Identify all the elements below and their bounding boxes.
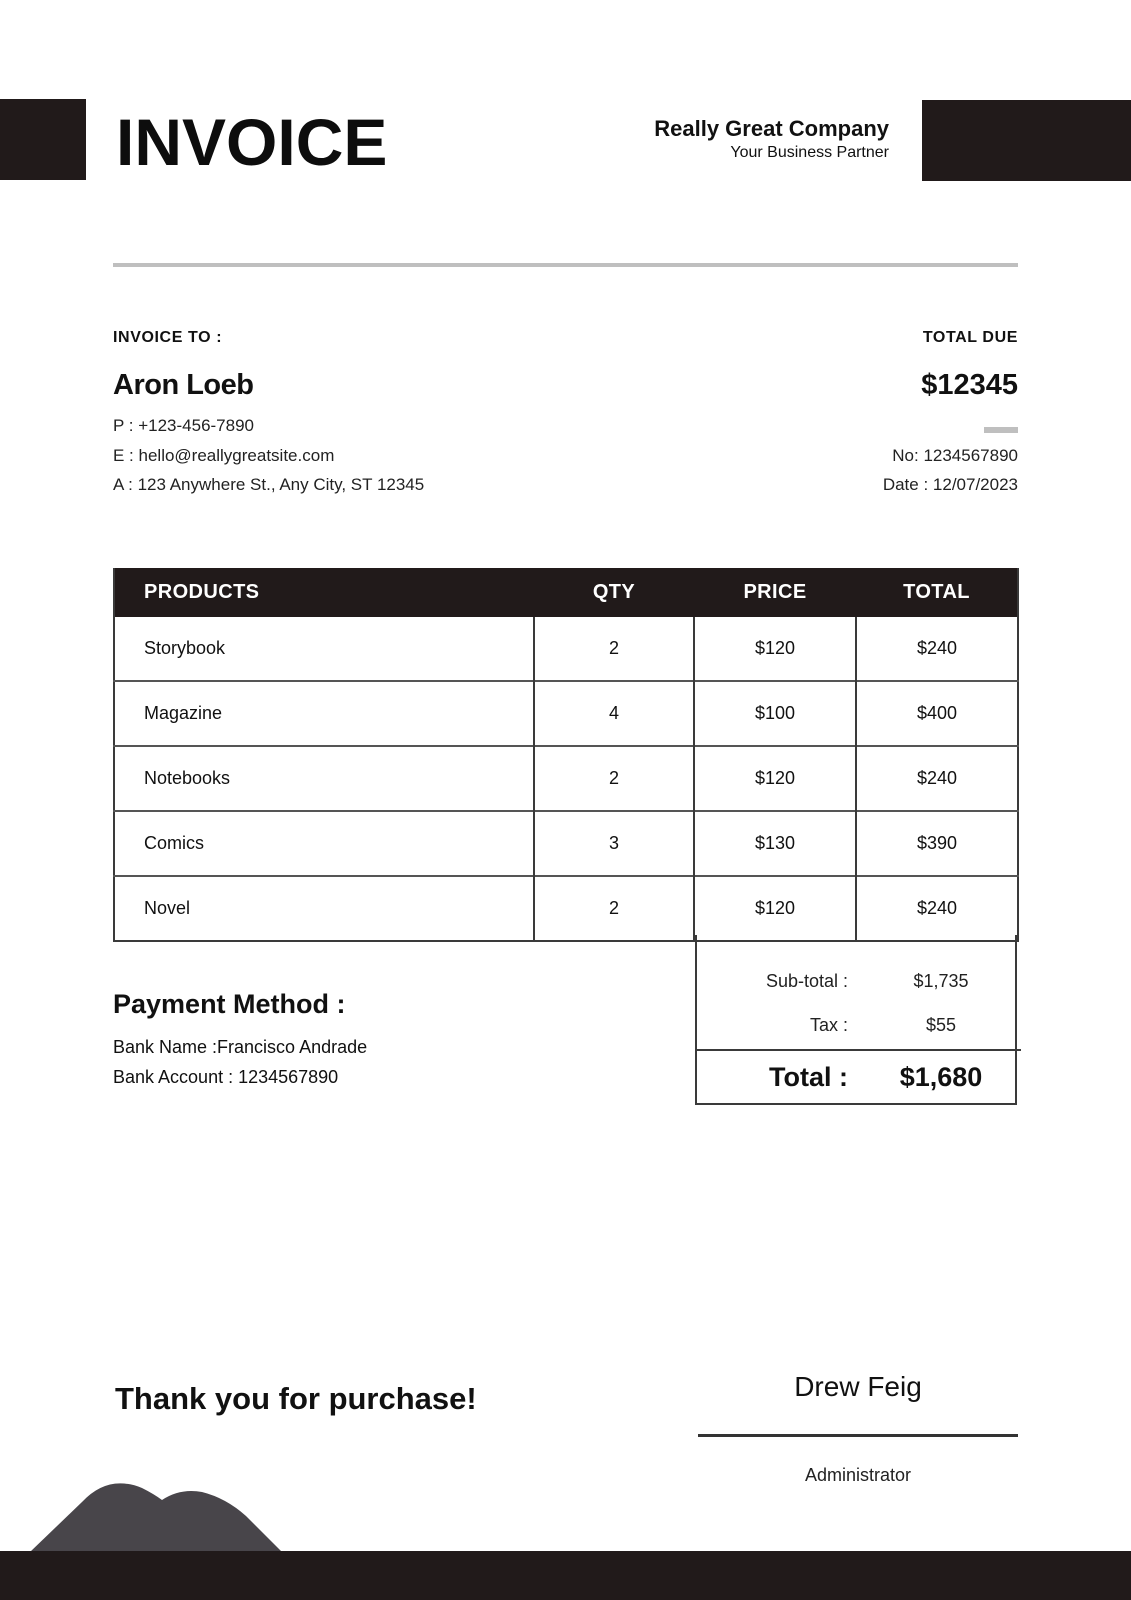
price-cell: $130 (694, 811, 856, 876)
line-total-cell: $390 (856, 811, 1018, 876)
product-cell: Magazine (114, 681, 534, 746)
table-row (114, 681, 1018, 746)
table-row (114, 876, 1018, 941)
table-row (114, 811, 1018, 876)
table-row (114, 746, 1018, 811)
price-cell: $120 (694, 617, 856, 681)
qty-cell: 2 (534, 617, 694, 681)
company-tagline: Your Business Partner (730, 144, 889, 161)
bank-name: Bank Name :Francisco Andrade (113, 1037, 368, 1057)
tax-label: Tax : (809, 1015, 848, 1035)
column-header-price: PRICE (694, 568, 856, 617)
header-right-bar (922, 100, 1131, 181)
product-cell: Storybook (144, 638, 226, 658)
column-header-qty: QTY (534, 568, 694, 617)
signature-line (698, 1434, 1018, 1437)
qty-cell: 2 (534, 746, 694, 811)
client-address: A : 123 Anywhere St., Any City, ST 12345 (113, 475, 425, 494)
grand-total-label: Total : (769, 1062, 848, 1092)
total-due-label: TOTAL DUE (922, 329, 1018, 346)
product-cell: Notebooks (114, 746, 534, 811)
thank-you-message: Thank you for purchase! (115, 1381, 477, 1416)
line-total-cell: $240 (856, 617, 1018, 681)
qty-cell: 2 (534, 876, 694, 941)
company-name: Really Great Company (654, 116, 889, 141)
total-due-divider (984, 427, 1018, 433)
subtotal-label: Sub-total : (765, 971, 848, 991)
signer-role: Administrator (804, 1465, 912, 1485)
qty-cell: 3 (534, 811, 694, 876)
totals-divider (695, 1049, 1021, 1051)
table-row (114, 617, 1018, 681)
price-cell: $120 (694, 876, 856, 941)
line-total-cell: $240 (856, 876, 1018, 941)
items-table (113, 568, 1019, 942)
header-divider (113, 263, 1018, 267)
line-total-cell: $400 (856, 681, 1018, 746)
invoice-number: No: 1234567890 (892, 446, 1018, 465)
bank-account: Bank Account : 1234567890 (113, 1067, 339, 1087)
header-left-bar (0, 99, 86, 180)
client-name: Aron Loeb (113, 369, 254, 401)
line-total-cell: $240 (856, 746, 1018, 811)
subtotal-value: $1,735 (913, 971, 969, 991)
page-title: INVOICE (116, 105, 388, 179)
invoice-to-label: INVOICE TO : (113, 329, 223, 346)
qty-cell: 4 (534, 681, 694, 746)
payment-method-title: Payment Method : (113, 989, 346, 1019)
tax-value: $55 (925, 1015, 957, 1035)
product-cell: Comics (114, 811, 534, 876)
price-cell: $120 (694, 746, 856, 811)
product-cell: Novel (114, 876, 534, 941)
table-header-row (114, 568, 1018, 617)
signer-name: Drew Feig (794, 1371, 922, 1402)
column-header-products: PRODUCTS (114, 568, 534, 617)
client-email: E : hello@reallygreatsite.com (113, 446, 335, 465)
price-cell: $100 (694, 681, 856, 746)
column-header-total: TOTAL (856, 568, 1018, 617)
total-due-amount: $12345 (921, 369, 1018, 401)
footer-bar (0, 1551, 1131, 1600)
invoice-date: Date : 12/07/2023 (882, 475, 1018, 494)
client-phone: P : +123-456-7890 (113, 416, 254, 435)
grand-total-value: $1,680 (899, 1062, 983, 1092)
hills-decoration (30, 1478, 290, 1552)
